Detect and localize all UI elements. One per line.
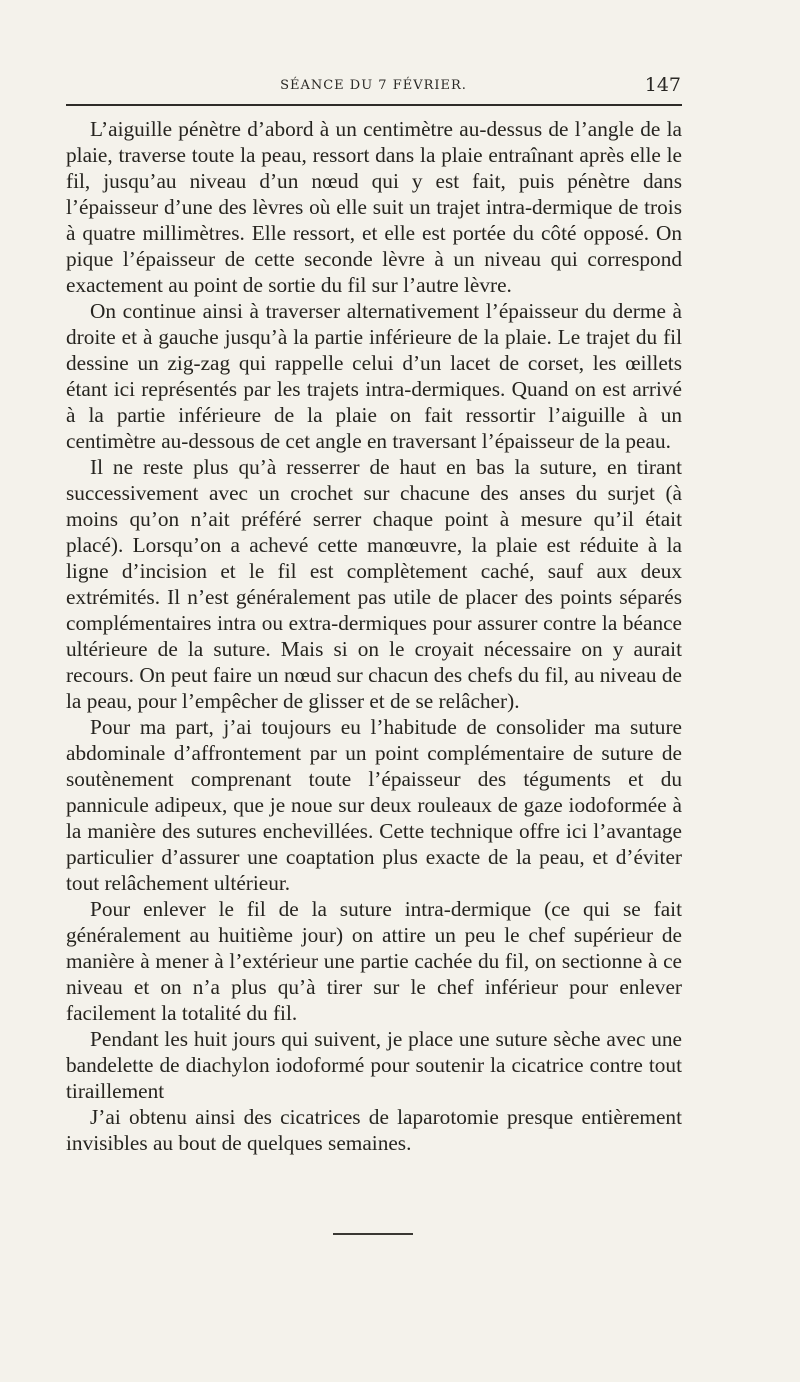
- paragraph-7: J’ai obtenu ainsi des cicatrices de laparotomie presque entièrement invisibles au bout de quelques semaines.: [66, 1105, 682, 1155]
- paragraph-1: L’aiguille pénètre d’abord à un centimètre au-dessus de l’angle de la plaie, traverse toute la peau, ressort dans la plaie entraînant après elle le fil, jusqu’au niveau d’un nœud qui y est fait, puis pénètre dans l’épaisseur d’une des lèvres où elle suit un trajet intra-dermique de trois à quatre millimètres. Elle ressort, et elle est portée du côté opposé. On pique l’épaisseur de cette seconde lèvre à un niveau qui correspond exactement au point de sortie du fil sur l’autre lèvre.: [66, 117, 682, 297]
- paragraph-5: Pour enlever le fil de la suture intra-dermique (ce qui se fait généralement au huitième jour) on attire un peu le chef supérieur de manière à mener à l’extérieur une partie cachée du fil, on sectionne à ce niveau et on n’a plus qu’à tirer sur le chef inférieur pour enlever facilement la totalité du fil.: [66, 897, 682, 1025]
- header-title: SÉANCE DU 7 FÉVRIER.: [280, 78, 467, 93]
- page-number: 147: [644, 74, 681, 96]
- running-header: [66, 76, 681, 100]
- section-end-rule: [333, 1233, 413, 1235]
- body-text: [66, 116, 682, 1156]
- paragraph-3: Il ne reste plus qu’à resserrer de haut en bas la suture, en tirant successivement avec un crochet sur chacune des anses du surjet (à moins qu’on n’ait préféré serrer chaque point à mesure qu’il était placé). Lorsqu’on a achevé cette manœuvre, la plaie est réduite à la ligne d’incision et le fil est complètement caché, sauf aux deux extrémités. Il n’est généralement pas utile de placer des points séparés complémentaires intra ou extra-dermiques pour assurer contre la béance ultérieure de la suture. Mais si on le croyait nécessaire on y aurait recours. On peut faire un nœud sur chacun des chefs du fil, au niveau de la peau, pour l’empêcher de glisser et de se relâcher).: [66, 455, 682, 713]
- paragraph-2: On continue ainsi à traverser alternativement l’épaisseur du derme à droite et à gauche jusqu’à la partie inférieure de la plaie. Le trajet du fil dessine un zig-zag qui rappelle celui d’un lacet de corset, les œillets étant ici représentés par les trajets intra-dermiques. Quand on est arrivé à la partie inférieure de la plaie on fait ressortir l’aiguille à un centimètre au-dessous de cet angle en traversant l’épaisseur de la peau.: [66, 299, 682, 453]
- paragraph-6: Pendant les huit jours qui suivent, je place une suture sèche avec une bandelette de diachylon iodoformé pour soutenir la cicatrice contre tout tiraillement: [66, 1027, 682, 1103]
- header-rule: [66, 104, 682, 106]
- paragraph-4: Pour ma part, j’ai toujours eu l’habitude de consolider ma suture abdominale d’affrontement par un point complémentaire de suture de soutènement comprenant toute l’épaisseur des téguments et du pannicule adipeux, que je noue sur deux rouleaux de gaze iodoformée à la manière des sutures enchevillées. Cette technique offre ici l’avantage particulier d’assurer une coaptation plus exacte de la peau, et d’éviter tout relâchement ultérieur.: [66, 715, 682, 895]
